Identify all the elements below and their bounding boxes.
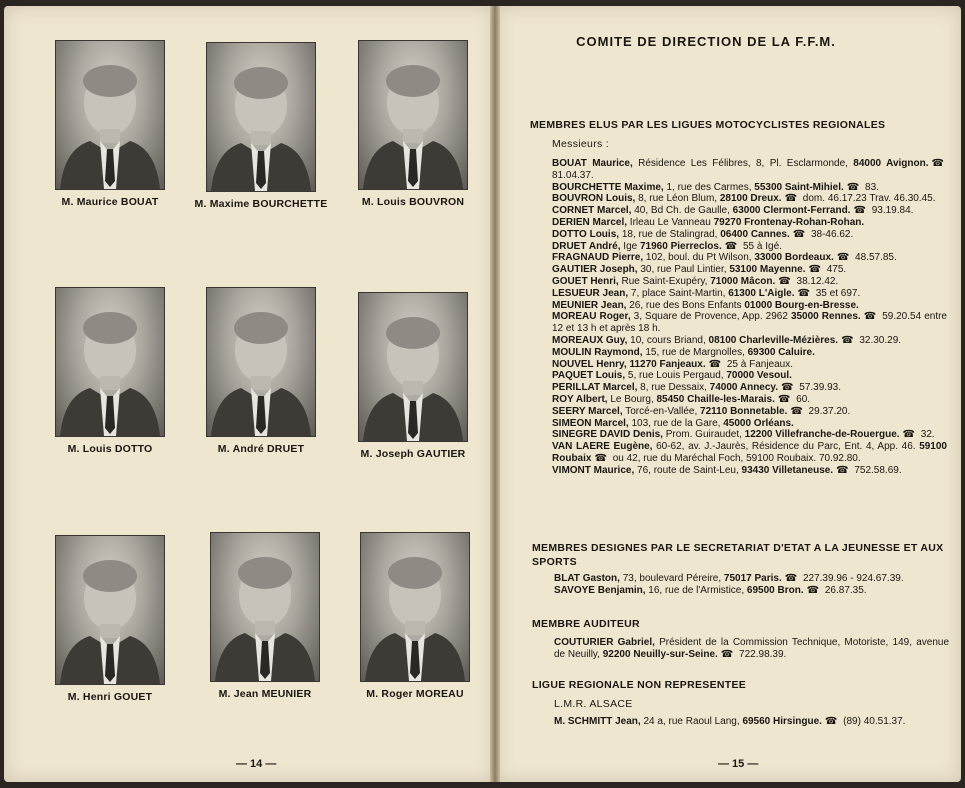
telephone-icon: ☎ xyxy=(781,382,794,394)
portrait-card xyxy=(338,292,488,460)
telephone-icon: ☎ xyxy=(824,716,838,727)
entry-address: 24 a, rue Raoul Lang, xyxy=(640,716,743,727)
entry-address: 18, rue de Stalingrad, xyxy=(619,228,721,240)
entry-phone: (89) 40.51.37. xyxy=(840,716,906,727)
entry-name: DOTTO Louis, xyxy=(552,228,620,240)
section-heading-ligue: LIGUE REGIONALE NON REPRESENTEE xyxy=(532,679,747,691)
portrait-photo xyxy=(210,532,320,682)
telephone-icon: ☎ xyxy=(784,193,798,205)
directory-entry xyxy=(552,335,947,347)
telephone-icon: ☎ xyxy=(902,429,915,441)
directory-entry xyxy=(554,585,949,597)
entry-phone: 93.19.84. xyxy=(868,205,914,217)
entry-phone: 59.20.54 entre 12 et 13 h et après 18 h. xyxy=(552,311,947,335)
entry-phone: 32.30.29. xyxy=(856,334,902,346)
telephone-icon: ☎ xyxy=(792,228,806,240)
telephone-icon: ☎ xyxy=(790,405,803,417)
entry-name: MEUNIER Jean, xyxy=(552,299,627,311)
entry-city: 11270 Fanjeaux. xyxy=(629,358,706,370)
portrait-caption: M. Maurice BOUAT xyxy=(61,196,159,208)
entry-name: DRUET André, xyxy=(552,240,621,252)
section-sub-alsace: L.M.R. ALSACE xyxy=(554,698,633,710)
entry-phone: 722.98.39. xyxy=(736,648,787,660)
entry-phone: dom. 46.17.23 Trav. 46.30.45. xyxy=(800,193,936,205)
directory-entry xyxy=(552,441,947,465)
entry-city: 01000 Bourg-en-Bresse. xyxy=(744,299,859,311)
section-heading-elus: MEMBRES ELUS PAR LES LIGUES MOTOCYCLISTES REGIONALES xyxy=(530,119,886,131)
portrait-photo xyxy=(55,40,165,190)
directory-entry xyxy=(552,205,947,217)
entry-phone: 57.39.93. xyxy=(796,382,841,394)
entry-phone: 55 à Igé. xyxy=(740,240,782,252)
entry-name: SINEGRE DAVID Denis, xyxy=(552,429,663,441)
entry-address: 73, boulevard Péreire, xyxy=(619,573,724,584)
directory-entry xyxy=(552,394,947,406)
entry-list-designes xyxy=(554,573,949,597)
entry-list-ligue xyxy=(554,716,949,728)
directory-entry xyxy=(552,406,947,418)
directory-entry xyxy=(552,193,947,205)
entry-city: 63000 Clermont-Ferrand. xyxy=(732,205,851,217)
portrait-caption: M. Louis DOTTO xyxy=(67,443,153,455)
entry-address: 40, Bd Ch. de Gaulle, xyxy=(631,205,733,217)
entry-address: Prom. Guiraudet, xyxy=(662,429,745,441)
entry-phone: 60. xyxy=(793,393,811,405)
telephone-icon: ☎ xyxy=(778,275,791,287)
right-folio: — 15 — xyxy=(718,758,759,770)
entry-city: 84000 Avignon. xyxy=(853,158,929,169)
entry-city: 33000 Bordeaux. xyxy=(754,252,834,264)
portrait-photo xyxy=(358,292,468,442)
entry-address: Torcé-en-Vallée, xyxy=(622,405,701,417)
telephone-icon: ☎ xyxy=(841,334,854,346)
entry-address: Résidence Les Félibres, 8, Pl. Esclarmonde, xyxy=(632,158,854,169)
entry-city: 06400 Cannes. xyxy=(720,228,790,240)
entry-phone: 35 et 697. xyxy=(812,287,861,299)
entry-city: 55300 Saint-Mihiel. xyxy=(754,181,844,193)
telephone-icon: ☎ xyxy=(853,205,866,217)
book-gutter xyxy=(490,6,500,782)
portrait-card xyxy=(190,532,340,700)
entry-address: 3, Square de Provence, App. 2962 xyxy=(630,311,791,323)
entry-address: Irleau Le Vanneau xyxy=(627,216,714,228)
portrait-card xyxy=(35,535,185,703)
entry-name: GAUTIER Joseph, xyxy=(552,264,638,276)
portrait-caption: M. Roger MOREAU xyxy=(366,688,464,700)
entry-name: LESUEUR Jean, xyxy=(552,287,629,299)
entry-name: NOUVEL Henry, xyxy=(552,358,627,370)
directory-entry xyxy=(552,429,947,441)
entry-list-elus xyxy=(552,158,947,477)
entry-address: 15, rue de Margnolles, xyxy=(642,346,748,358)
entry-address: 8, rue Dessaix, xyxy=(637,382,710,394)
entry-city: 28100 Dreux. xyxy=(719,193,782,205)
entry-phone: 83. xyxy=(862,181,879,193)
entry-address: 26, rue des Bons Enfants xyxy=(626,299,745,311)
entry-address: Rue Saint-Exupéry, xyxy=(618,275,711,287)
entry-city: 93430 Villetaneuse. xyxy=(741,464,834,476)
entry-name: PAQUET Louis, xyxy=(552,370,626,382)
entry-city: 69300 Caluire. xyxy=(747,346,815,358)
entry-phone: 38.12.42. xyxy=(793,275,839,287)
entry-address: 8, rue Léon Blum, xyxy=(635,193,720,205)
entry-address: 7, place Saint-Martin, xyxy=(628,287,729,299)
directory-entry xyxy=(552,418,947,430)
entry-city: 85450 Chaille-les-Marais. xyxy=(656,393,775,405)
entry-name: SIMEON Marcel, xyxy=(552,417,629,429)
directory-entry xyxy=(554,716,949,728)
entry-name: MOREAU Roger, xyxy=(552,311,631,323)
portrait-photo xyxy=(206,42,316,192)
directory-entry xyxy=(552,288,947,300)
telephone-icon: ☎ xyxy=(724,240,738,252)
telephone-icon: ☎ xyxy=(836,464,849,476)
directory-entry xyxy=(552,182,947,194)
entry-city: 72110 Bonnetable. xyxy=(700,405,788,417)
telephone-icon: ☎ xyxy=(931,158,944,169)
entry-name: M. SCHMITT Jean, xyxy=(554,716,641,727)
directory-entry xyxy=(552,311,947,335)
entry-city: 74000 Annecy. xyxy=(709,382,779,394)
entry-address: Le Bourg, xyxy=(607,393,657,405)
telephone-icon: ☎ xyxy=(784,573,798,584)
entry-address: 10, cours Briand, xyxy=(627,334,709,346)
telephone-icon: ☎ xyxy=(808,264,821,276)
entry-phone: 29.37.20. xyxy=(805,405,851,417)
entry-phone: 32. xyxy=(918,429,935,441)
portrait-caption: M. Louis BOUVRON xyxy=(361,196,465,208)
portrait-caption: M. Maxime BOURCHETTE xyxy=(194,198,328,210)
telephone-icon: ☎ xyxy=(708,358,722,370)
portrait-caption: M. Jean MEUNIER xyxy=(218,688,312,700)
entry-address: 102, boul. du Pt Wilson, xyxy=(643,252,755,264)
portrait-card xyxy=(338,40,488,208)
entry-name: MOREAUX Guy, xyxy=(552,334,628,346)
telephone-icon: ☎ xyxy=(594,452,607,464)
telephone-icon: ☎ xyxy=(863,311,877,323)
entry-phone: 227.39.96 - 924.67.39. xyxy=(800,573,904,584)
left-folio: — 14 — xyxy=(236,758,277,770)
directory-entry xyxy=(552,300,947,312)
entry-name: FRAGNAUD Pierre, xyxy=(552,252,644,264)
entry-phone: 48.57.85. xyxy=(852,252,897,264)
entry-name: VIMONT Maurice, xyxy=(552,464,635,476)
page-title: COMITE DE DIRECTION DE LA F.F.M. xyxy=(576,34,836,49)
directory-entry xyxy=(552,241,947,253)
portrait-photo xyxy=(55,287,165,437)
portrait-card xyxy=(186,287,336,455)
directory-entry xyxy=(552,252,947,264)
entry-city: 69560 Hirsingue. xyxy=(742,716,822,727)
entry-name: VAN LAERE Eugène, xyxy=(552,441,653,453)
directory-entry xyxy=(552,359,947,371)
section-heading-designes: MEMBRES DESIGNES PAR LE SECRETARIAT D'ETAT A LA JEUNESSE ET AUX SPORTS xyxy=(532,542,944,568)
entry-address: 30, rue Paul Lintier, xyxy=(637,264,730,276)
portrait-card xyxy=(35,287,185,455)
entry-city: 69500 Bron. xyxy=(746,584,804,596)
entry-city: 53100 Mayenne. xyxy=(729,264,806,276)
entry-city: 92200 Neuilly-sur-Seine. xyxy=(602,648,718,660)
entry-name: PERILLAT Marcel, xyxy=(552,382,638,394)
directory-entry xyxy=(552,276,947,288)
directory-entry xyxy=(554,573,949,585)
telephone-icon: ☎ xyxy=(777,393,791,405)
directory-entry xyxy=(552,347,947,359)
portrait-caption: M. André DRUET xyxy=(217,443,305,455)
directory-entry xyxy=(554,637,949,661)
entry-city: 45000 Orléans. xyxy=(723,417,794,429)
entry-phone: 25 à Fanjeaux. xyxy=(724,358,794,370)
entry-name: SEERY Marcel, xyxy=(552,405,623,417)
entry-name: CORNET Marcel, xyxy=(552,205,632,217)
portrait-caption: M. Joseph GAUTIER xyxy=(360,448,466,460)
entry-city: 12200 Villefranche-de-Rouergue. xyxy=(744,429,900,441)
telephone-icon: ☎ xyxy=(720,648,734,660)
telephone-icon: ☎ xyxy=(836,252,850,264)
directory-entry xyxy=(552,264,947,276)
telephone-icon: ☎ xyxy=(846,181,860,193)
directory-entry xyxy=(552,370,947,382)
entry-address: 60-62, av. J.-Jaurès, Résidence du Parc, Ent. 4, App. 46. xyxy=(652,441,920,453)
entry-address: 103, rue de la Gare, xyxy=(628,417,724,429)
portrait-card xyxy=(340,532,490,700)
directory-entry xyxy=(552,217,947,229)
directory-entry xyxy=(552,465,947,477)
entry-name: DERIEN Marcel, xyxy=(552,216,628,228)
entry-address: 76, route de Saint-Leu, xyxy=(634,464,742,476)
telephone-icon: ☎ xyxy=(797,287,810,299)
entry-name: GOUET Henri, xyxy=(552,275,619,287)
portrait-photo xyxy=(206,287,316,437)
portrait-card xyxy=(186,42,336,210)
directory-entry xyxy=(552,382,947,394)
entry-address: 16, rue de l'Armistice, xyxy=(645,584,747,596)
entry-city: 75017 Paris. xyxy=(723,573,782,584)
portrait-photo xyxy=(55,535,165,685)
entry-name: BOUVRON Louis, xyxy=(552,193,636,205)
entry-phone: 475. xyxy=(823,264,847,276)
entry-city: 08100 Charleville-Mézières. xyxy=(708,334,839,346)
entry-address: 1, rue des Carmes, xyxy=(663,181,755,193)
directory-entry xyxy=(552,229,947,241)
portrait-caption: M. Henri GOUET xyxy=(67,691,153,703)
entry-address: Président de la Commission Technique, Motoriste, 149, avenue de Neuilly, xyxy=(554,637,950,660)
entry-phone: 752.58.69. xyxy=(851,464,902,476)
entry-list-auditeur xyxy=(554,637,949,661)
entry-phone: 81.04.37. xyxy=(552,169,594,181)
entry-city: 61300 L'Aigle. xyxy=(728,287,795,299)
entry-city: 71960 Pierreclos. xyxy=(640,240,722,252)
entry-name: SAVOYE Benjamin, xyxy=(554,584,646,596)
entry-name: ROY Albert, xyxy=(552,393,608,405)
portrait-photo xyxy=(360,532,470,682)
portrait-photo xyxy=(358,40,468,190)
entry-city: 59100 Roubaix xyxy=(552,441,947,464)
portrait-card xyxy=(35,40,185,208)
entry-name: BLAT Gaston, xyxy=(554,573,620,584)
entry-name: BOUAT Maurice, xyxy=(552,158,633,169)
entry-city: 79270 Frontenay-Rohan-Rohan. xyxy=(713,216,865,228)
entry-address: Ige xyxy=(620,240,640,252)
entry-city: 71000 Mâcon. xyxy=(710,275,776,287)
telephone-icon: ☎ xyxy=(806,584,820,596)
entry-name: MOULIN Raymond, xyxy=(552,346,643,358)
entry-phone: 38-46.62. xyxy=(808,228,854,240)
entry-city: 35000 Rennes. xyxy=(790,311,861,323)
entry-phone: ou 42, rue du Maréchal Foch, 59100 Roubaix. 70.92.80. xyxy=(609,452,861,464)
section-heading-auditeur: MEMBRE AUDITEUR xyxy=(532,618,640,630)
entry-address: 5, rue Louis Pergaud, xyxy=(625,370,727,382)
entry-name: COUTURIER Gabriel, xyxy=(554,637,655,648)
directory-entry xyxy=(552,158,947,182)
entry-city: 70000 Vesoul. xyxy=(726,370,792,382)
entry-phone: 26.87.35. xyxy=(822,584,867,596)
section-sub-messieurs: Messieurs : xyxy=(552,138,609,150)
entry-name: BOURCHETTE Maxime, xyxy=(552,181,664,193)
